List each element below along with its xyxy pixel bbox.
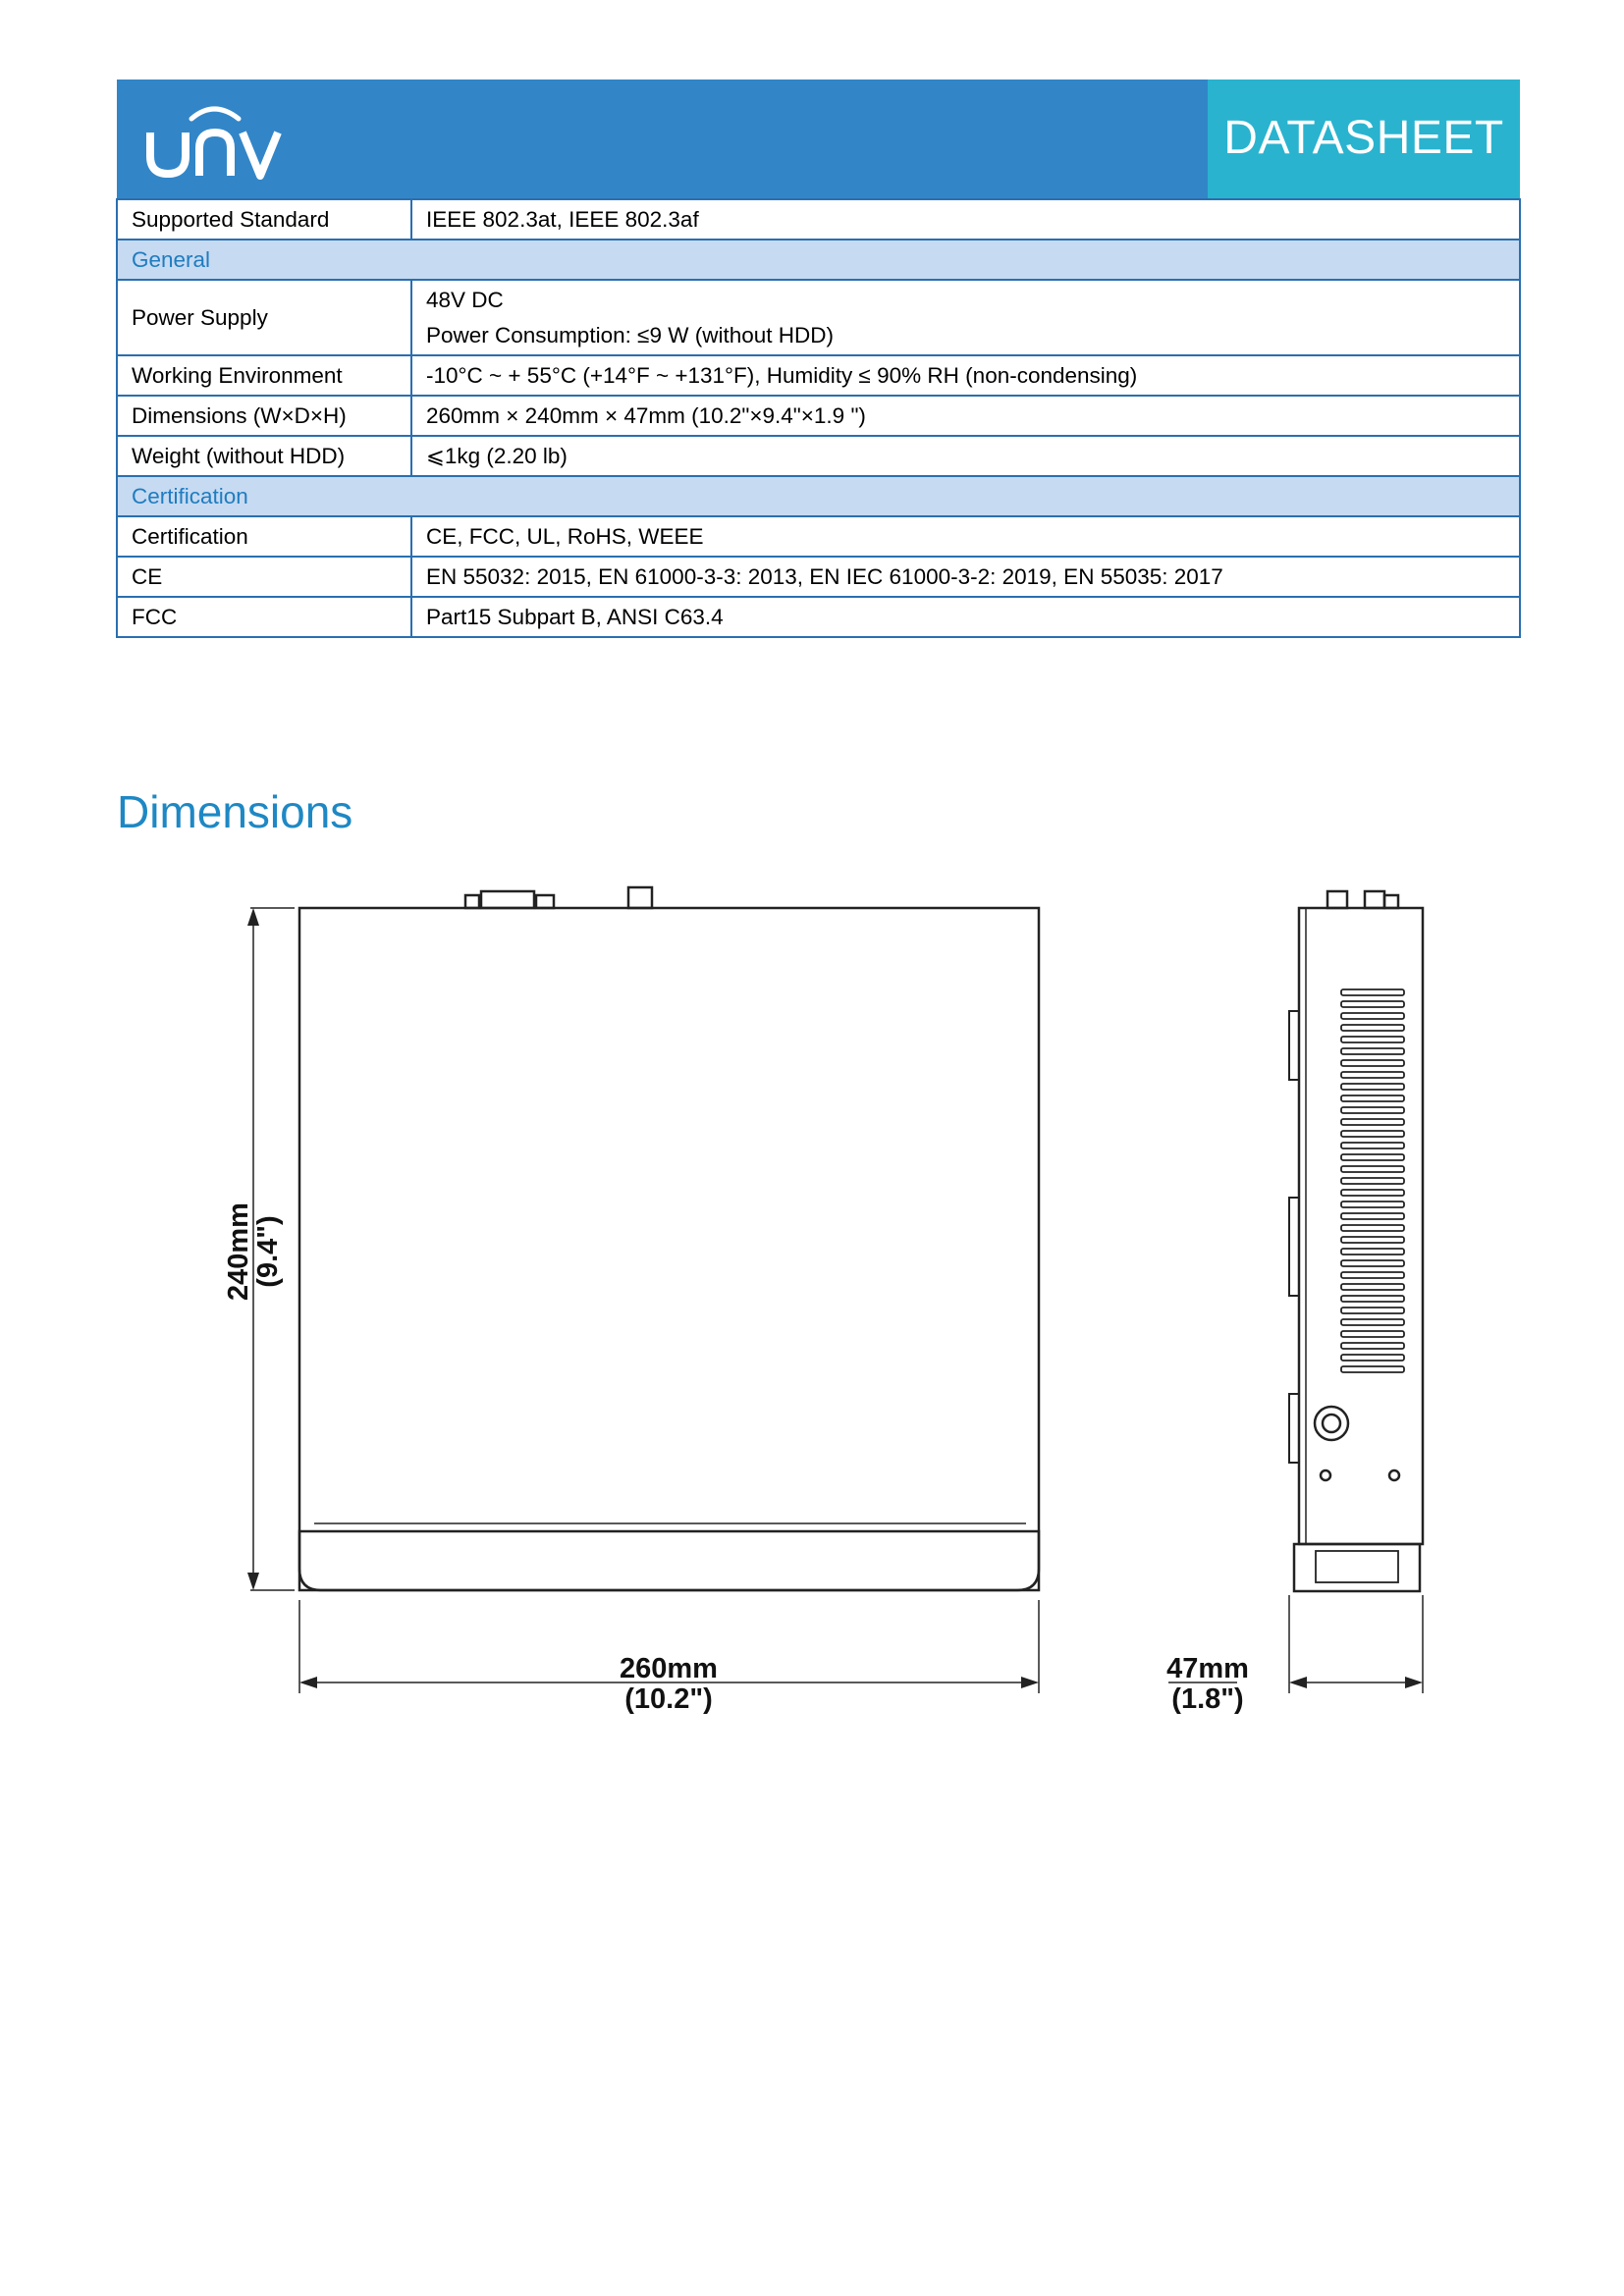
rear-connector bbox=[465, 895, 479, 908]
height-in-label: (9.4") bbox=[252, 1215, 284, 1288]
row-label: Power Supply bbox=[117, 280, 411, 355]
side-connector bbox=[1384, 895, 1398, 908]
rear-connector bbox=[628, 887, 652, 908]
section-title: Certification bbox=[117, 476, 1520, 516]
row-value: 260mm × 240mm × 47mm (10.2"×9.4"×1.9 ") bbox=[411, 396, 1520, 436]
dimensions-heading: Dimensions bbox=[117, 786, 353, 837]
height-mm-label: 240mm bbox=[223, 1202, 254, 1301]
row-value: -10°C ~ + 55°C (+14°F ~ +131°F), Humidity ≤ 90% RH (non-condensing) bbox=[411, 355, 1520, 396]
value-line: 48V DC bbox=[426, 287, 504, 312]
row-value: ⩽1kg (2.20 lb) bbox=[411, 436, 1520, 476]
rear-connector bbox=[536, 895, 554, 908]
width-in-label: (10.2") bbox=[624, 1683, 713, 1715]
front-bezel bbox=[299, 1531, 1039, 1590]
row-label: Weight (without HDD) bbox=[117, 436, 411, 476]
row-label: Supported Standard bbox=[117, 199, 411, 240]
row-value: Part15 Subpart B, ANSI C63.4 bbox=[411, 597, 1520, 637]
vent-slots bbox=[1341, 989, 1404, 1372]
row-label: FCC bbox=[117, 597, 411, 637]
width-mm-label: 260mm bbox=[620, 1653, 718, 1684]
row-value: IEEE 802.3at, IEEE 802.3af bbox=[411, 199, 1520, 240]
datasheet-label: DATASHEET bbox=[1223, 112, 1504, 164]
row-value: EN 55032: 2015, EN 61000-3-3: 2013, EN IEC 61000-3-2: 2019, EN 55035: 2017 bbox=[411, 557, 1520, 597]
rear-connector bbox=[481, 891, 534, 908]
row-label: Certification bbox=[117, 516, 411, 557]
top-view-body bbox=[299, 908, 1039, 1590]
side-connector bbox=[1327, 891, 1347, 908]
value-line: Power Consumption: ≤9 W (without HDD) bbox=[426, 322, 834, 347]
row-label: Dimensions (W×D×H) bbox=[117, 396, 411, 436]
side-connector bbox=[1365, 891, 1384, 908]
row-value: CE, FCC, UL, RoHS, WEEE bbox=[411, 516, 1520, 557]
depth-mm-label: 47mm bbox=[1166, 1653, 1249, 1684]
row-label: CE bbox=[117, 557, 411, 597]
section-title: General bbox=[117, 240, 1520, 280]
ground-screw bbox=[1315, 1407, 1348, 1440]
depth-in-label: (1.8") bbox=[1171, 1683, 1244, 1715]
row-label: Working Environment bbox=[117, 355, 411, 396]
